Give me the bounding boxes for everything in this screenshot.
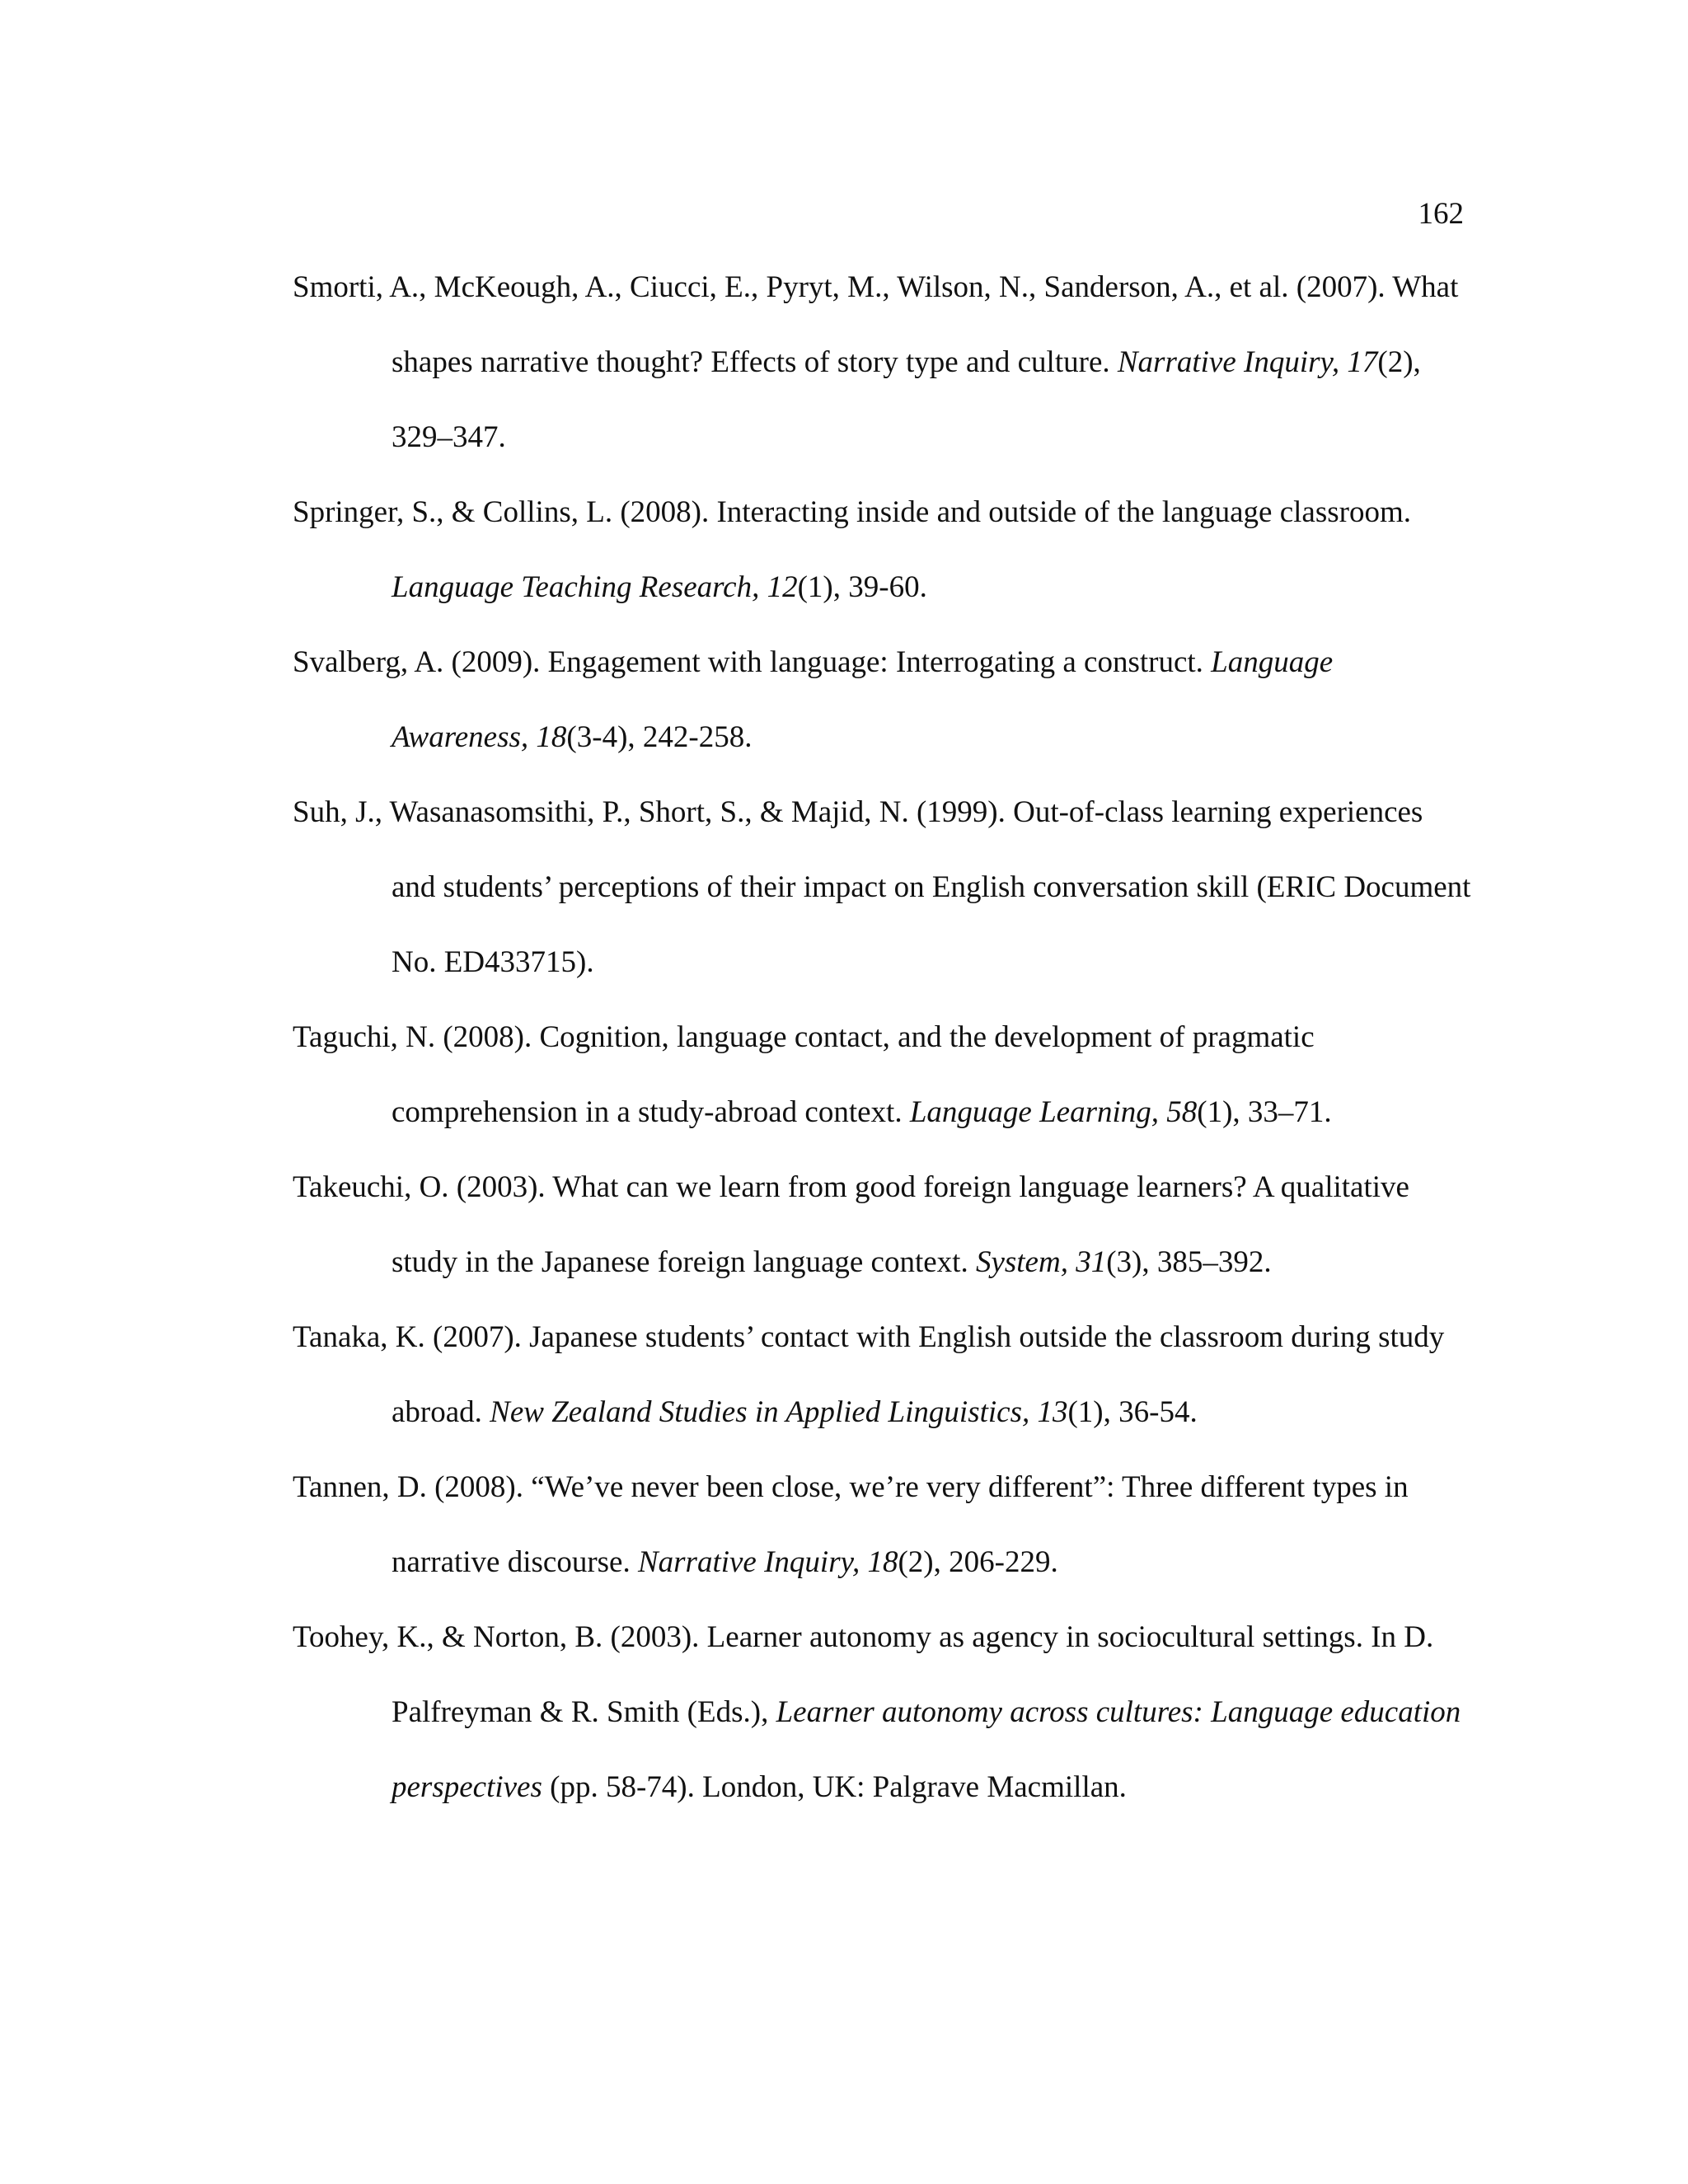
- reference-text: Toohey, K., & Norton, B. (2003). Learner autonomy as agency in sociocultural settings. In D. Palfreyman & R. Smith (Eds.),: [293, 1620, 1434, 1729]
- reference-source-details: (1), 36-54.: [1067, 1395, 1198, 1429]
- reference-list: [293, 250, 1471, 1825]
- reference-entry: [293, 475, 1471, 625]
- reference-text: Tannen, D. (2008). “We’ve never been close, we’re very different”: Three different types in narrative discourse.: [293, 1470, 1409, 1579]
- reference-source-title: Narrative Inquiry, 17: [1117, 345, 1378, 379]
- reference-source-title: System, 31: [975, 1245, 1107, 1279]
- reference-source-details: (2), 206-229.: [898, 1545, 1058, 1579]
- reference-entry: [293, 1150, 1471, 1300]
- reference-text: Suh, J., Wasanasomsithi, P., Short, S., & Majid, N. (1999). Out-of-class learning experiences and students’ perceptions of their impact on English conversation skill (ERIC Document No. ED433715).: [293, 795, 1471, 979]
- reference-source-details: (1), 39-60.: [797, 570, 927, 604]
- reference-text: Svalberg, A. (2009). Engagement with language: Interrogating a construct.: [293, 645, 1212, 679]
- reference-entry: [293, 1600, 1471, 1825]
- reference-source-title: Language Learning, 58: [909, 1095, 1198, 1129]
- reference-entry: [293, 775, 1471, 1000]
- reference-text: Smorti, A., McKeough, A., Ciucci, E., Pyryt, M., Wilson, N., Sanderson, A., et al. (2007). What shapes narrative thought? Effects of story type and culture.: [293, 270, 1459, 379]
- reference-text: Takeuchi, O. (2003). What can we learn from good foreign language learners? A qualitative study in the Japanese foreign language context.: [293, 1170, 1409, 1279]
- reference-entry: [293, 1300, 1471, 1450]
- reference-entry: [293, 250, 1471, 475]
- reference-source-title: Narrative Inquiry, 18: [637, 1545, 898, 1579]
- reference-text: Tanaka, K. (2007). Japanese students’ contact with English outside the classroom during study abroad.: [293, 1320, 1445, 1429]
- reference-source-title: New Zealand Studies in Applied Linguistics, 13: [490, 1395, 1068, 1429]
- reference-source-details: (pp. 58-74). London, UK: Palgrave Macmillan.: [542, 1770, 1127, 1804]
- reference-entry: [293, 625, 1471, 775]
- reference-source-title: Language Teaching Research, 12: [392, 570, 798, 604]
- reference-source-details: (1), 33–71.: [1197, 1095, 1332, 1129]
- reference-source-details: (2), 329–347.: [392, 345, 1421, 454]
- reference-entry: [293, 1450, 1471, 1600]
- reference-entry: [293, 1000, 1471, 1150]
- reference-source-details: (3), 385–392.: [1106, 1245, 1272, 1279]
- reference-source-title: Learner autonomy across cultures: Language education perspectives: [392, 1695, 1461, 1804]
- reference-text: Springer, S., & Collins, L. (2008). Interacting inside and outside of the language classroom.: [293, 495, 1411, 529]
- reference-text: Taguchi, N. (2008). Cognition, language contact, and the development of pragmatic comprehension in a study-abroad context.: [293, 1020, 1315, 1129]
- reference-source-details: (3-4), 242-258.: [566, 720, 753, 754]
- reference-source-title: Language Awareness, 18: [392, 645, 1334, 754]
- page-number: 162: [1418, 197, 1464, 231]
